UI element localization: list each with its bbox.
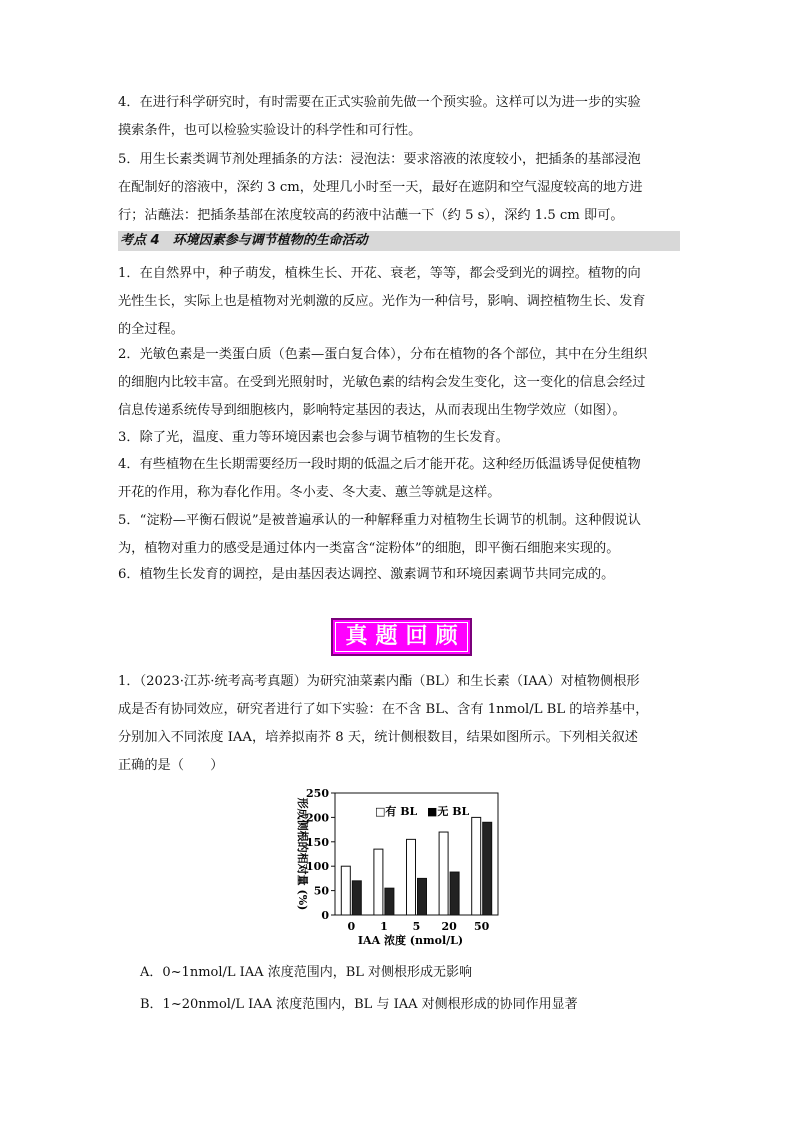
text-line: 3．除了光，温度、重力等环境因素也会参与调节植物的生长发育。 [118,430,509,445]
banner-label: 真题回顾 [345,624,466,649]
text-line: 1．在自然界中，种子萌发，植株生长、开花、衰老，等等，都会受到光的调控。植物的向 [118,266,641,281]
text-line: 正确的是（ ） [118,758,224,773]
section-heading: 考点 4 环境因素参与调节植物的生命活动 [118,231,680,251]
item-4 [118,451,678,507]
bar-without-bl [385,888,394,915]
legend-entry-without-bl: ■无 BL [427,805,470,818]
item-6 [118,561,678,589]
option-a[interactable]: A．0~1nmol/L IAA 浓度范围内，BL 对侧根形成无影响 [140,965,473,980]
text-line: 6．植物生长发育的调控，是由基因表达调控、激素调节和环境因素调节共同完成的。 [118,567,615,582]
text-line: 4．有些植物在生长期需要经历一段时期的低温之后才能开花。这种经历低温诱导促使植物 [118,457,641,472]
text-line: 成是否有协同效应，研究者进行了如下实验：在不含 BL、含有 1nmol/L BL 的培养基中， [118,702,649,717]
item-5 [118,507,678,563]
bar-chart [290,785,510,955]
x-tick-label: 0 [347,920,356,933]
bar-without-bl [352,881,361,915]
y-tick-label: 200 [306,811,329,825]
text-line: 5．“淀粉—平衡石假说”是被普遍承认的一种解释重力对植物生长调节的机制。这种假说认 [118,513,641,528]
text-line: 5．用生长素类调节剂处理插条的方法：浸泡法：要求溶液的浓度较小，把插条的基部浸泡 [118,152,641,167]
y-tick-label: 100 [306,860,329,874]
text-line: 光性生长，实际上也是植物对光刺激的反应。光作为一种信号，影响、调控植物生长、发育 [118,294,646,309]
y-tick-label: 150 [306,835,329,849]
text-line: 1．（2023·江苏·统考高考真题）为研究油菜素内酯（BL）和生长素（IAA）对植物侧根形 [118,674,640,689]
text-line: 的全过程。 [118,322,184,337]
x-tick-label: 50 [474,920,490,933]
text-line: 2．光敏色素是一类蛋白质（色素—蛋白复合体），分布在植物的各个部位，其中在分生组织 [118,347,648,362]
section-banner [331,618,472,656]
y-tick-label: 50 [313,884,329,898]
bar-without-bl [483,822,492,915]
bar-with-bl [407,839,416,915]
y-axis-label: 形成侧根的相对量 (%) [296,797,309,911]
item-1 [118,260,678,344]
text-line: 4．在进行科学研究时，有时需要在正式实验前先做一个预实验。这样可以为进一步的实验 [118,95,641,110]
bar-with-bl [439,832,448,915]
item-3 [118,424,678,452]
x-axis-label: IAA 浓度 (nmol/L) [357,934,464,947]
x-tick-label: 20 [441,920,457,933]
text-line: 的细胞内比较丰富。在受到光照射时，光敏色素的结构会发生变化，这一变化的信息会经过 [118,375,646,390]
text-line: 信息传递系统传导到细胞核内，影响特定基因的表达，从而表现出生物学效应（如图）。 [118,403,626,418]
text-line: 行；沾蘸法：把插条基部在浓度较高的药液中沾蘸一下（约 5 s），深约 1.5 cm 即可。 [118,208,624,223]
y-tick-label: 250 [306,787,329,800]
paragraph-4 [118,89,678,145]
item-2 [118,341,678,425]
y-tick-label: 0 [321,909,329,922]
banner-border [335,622,468,652]
text-line: 分别加入不同浓度 IAA，培养拟南芥 8 天，统计侧根数目，结果如图所示。下列相关叙述 [118,730,638,745]
paragraph-5 [118,146,678,230]
text-line: 开花的作用，称为春化作用。冬小麦、冬大麦、蕙兰等就是这样。 [118,485,501,500]
text-line: 在配制好的溶液中，深约 3 cm，处理几小时至一天，最好在遮阴和空气湿度较高的地方进 [118,180,643,195]
bar-without-bl [418,878,427,915]
legend-entry-with-bl: □有 BL [375,805,418,818]
bar-with-bl [374,849,383,915]
x-tick-label: 1 [380,920,388,933]
text-line: 为，植物对重力的感受是通过体内一类富含“淀粉体”的细胞，即平衡石细胞来实现的。 [118,541,620,556]
option-b[interactable]: B．1~20nmol/L IAA 浓度范围内，BL 与 IAA 对侧根形成的协同作用显著 [140,997,578,1012]
bar-without-bl [450,872,459,915]
bar-with-bl [472,817,481,915]
question-stem [118,668,678,780]
bar-with-bl [341,866,350,915]
x-tick-label: 5 [412,920,421,933]
text-line: 摸索条件，也可以检验实验设计的科学性和可行性。 [118,123,422,138]
